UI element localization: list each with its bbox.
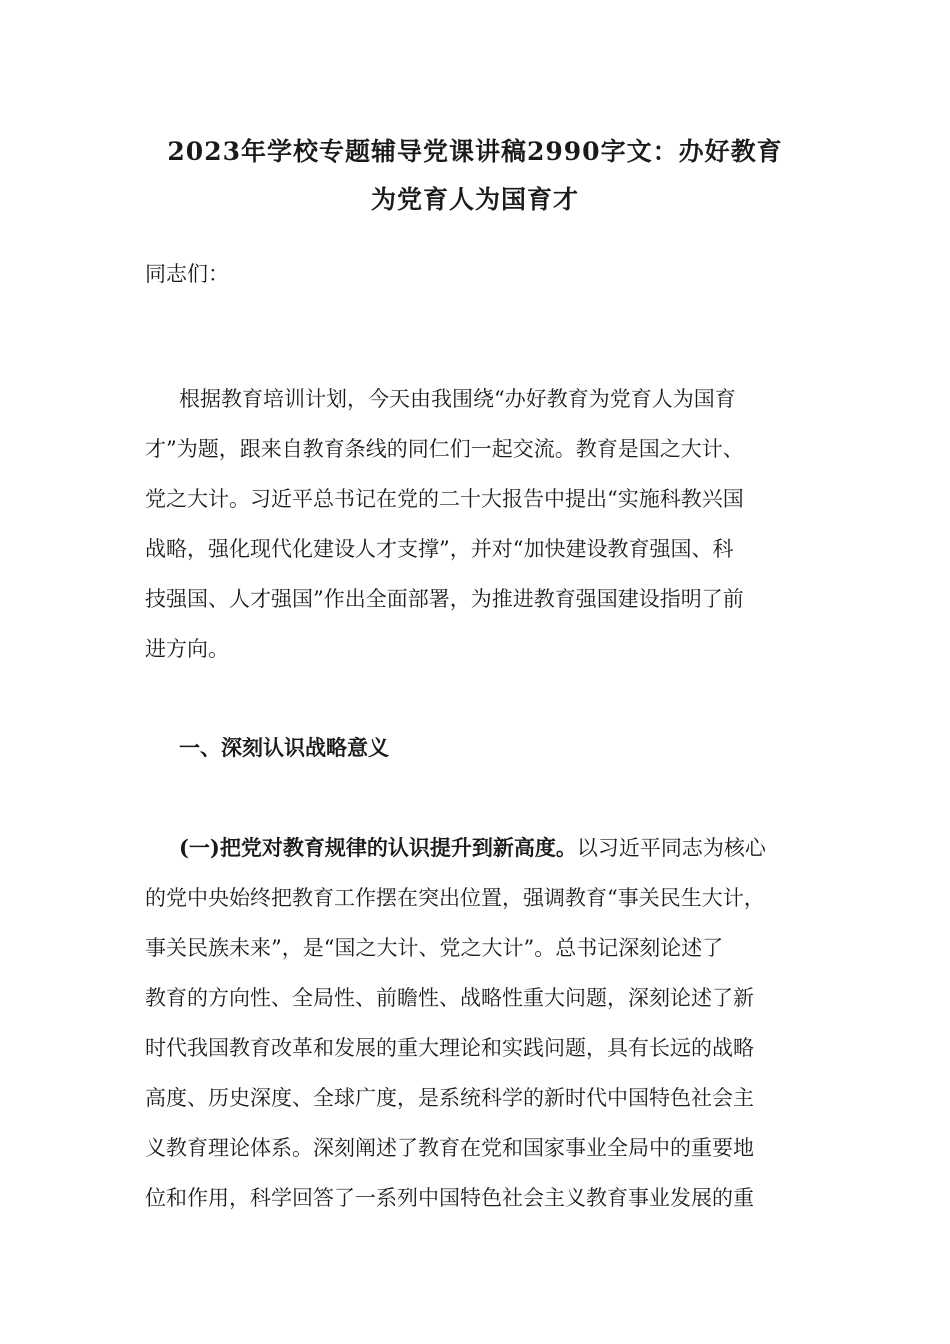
body-line: 的党中央始终把教育工作摆在突出位置，强调教育“事关民生大计， — [145, 886, 765, 910]
body-line: 教育的方向性、全局性、前瞻性、战略性重大问题，深刻论述了新 — [145, 986, 754, 1010]
title-line-1: 2023年学校专题辅导党课讲稿2990字文：办好教育 — [167, 137, 783, 166]
body-line: 时代我国教育改革和发展的重大理论和实践问题，具有长远的战略 — [145, 1036, 754, 1060]
subsection-heading: (一)把党对教育规律的认识提升到新高度。 — [179, 835, 577, 860]
subsection-text: 以习近平同志为核心 — [576, 836, 766, 860]
body-line: 高度、历史深度、全球广度，是系统科学的新时代中国特色社会主 — [145, 1086, 754, 1110]
intro-paragraph — [145, 374, 805, 674]
section-heading: 一、深刻认识战略意义 — [179, 735, 389, 760]
title-line-2: 为党育人为国育才 — [370, 185, 579, 214]
intro-line: 战略，强化现代化建设人才支撑”，并对“加快建设教育强国、科 — [145, 537, 734, 561]
document-title — [120, 128, 830, 224]
intro-line: 党之大计。习近平总书记在党的二十大报告中提出“实施科教兴国 — [145, 487, 744, 511]
intro-line: 技强国、人才强国”作出全面部署，为推进教育强国建设指明了前 — [145, 587, 744, 611]
subsection-paragraph — [145, 823, 805, 1223]
intro-line: 进方向。 — [145, 637, 229, 661]
salutation: 同志们： — [145, 262, 229, 286]
intro-line: 根据教育培训计划，今天由我围绕“办好教育为党育人为国育 — [179, 387, 736, 411]
intro-line: 才”为题，跟来自教育条线的同仁们一起交流。教育是国之大计、 — [145, 437, 744, 461]
body-line: 事关民族未来”，是“国之大计、党之大计”。总书记深刻论述了 — [145, 936, 724, 960]
subsection-first-line — [145, 823, 805, 873]
body-line: 义教育理论体系。深刻阐述了教育在党和国家事业全局中的重要地 — [145, 1136, 754, 1160]
body-line: 位和作用，科学回答了一系列中国特色社会主义教育事业发展的重 — [145, 1186, 754, 1210]
